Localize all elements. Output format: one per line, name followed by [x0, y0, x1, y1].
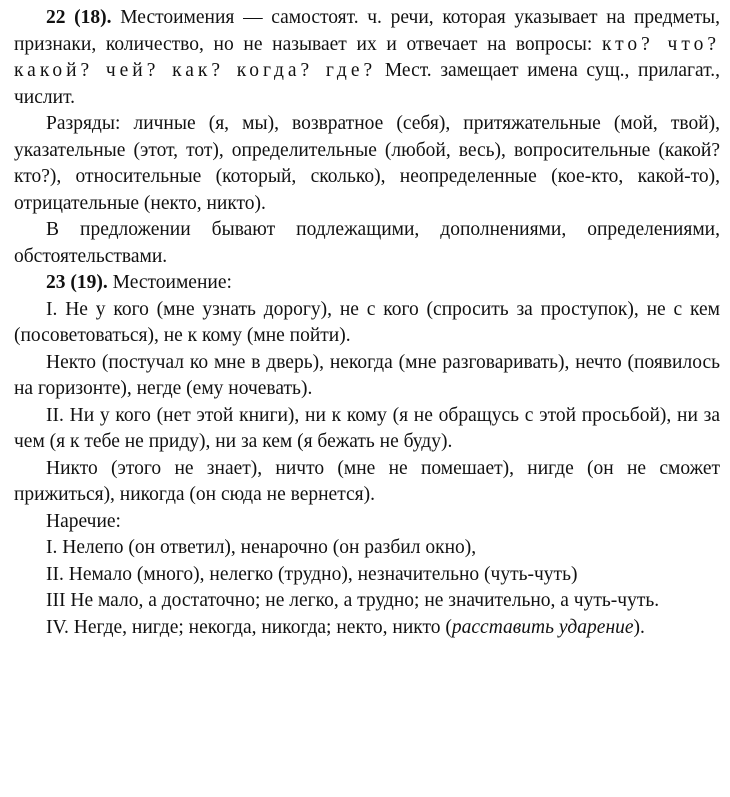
section-23-title: Местоимение:	[107, 272, 232, 293]
section-23-pronoun-group-3: II. Ни у кого (нет этой книги), ни к кому (я не обращусь с этой просьбой), ни за чем (я к тебе не приду), ни за кем (я бежать не буду).	[14, 404, 720, 452]
section-23-adverb-4-instruction: расставить ударение	[451, 616, 634, 638]
section-23-pronoun-group-2: Некто (постучал ко мне в дверь), некогда (мне разговаривать), нечто (появилось на горизонте), негде (ему ночевать).	[14, 351, 720, 399]
section-22-number: 22 (18).	[46, 7, 112, 28]
section-22-intro	[14, 5, 720, 111]
section-23-adverb-1: I. Нелепо (он ответил), ненарочно (он разбил окно),	[46, 537, 477, 558]
section-23-heading	[14, 270, 720, 297]
section-22-replacement: Мест. замещает имена сущ., прилагат., числит.	[14, 60, 720, 108]
section-23-adverb-2: II. Немало (много), нелегко (трудно), незначительно (чуть-чуть)	[46, 563, 578, 585]
section-23-adverb-4	[14, 615, 720, 642]
section-23-pronoun-group-4: Никто (этого не знает), ничто (мне не помешает), нигде (он не сможет прижиться), никогда (он сюда не вернется).	[14, 457, 720, 505]
section-23-adverb-heading: Наречие:	[46, 510, 121, 532]
section-22-definition: Местоимения — самостоят. ч. речи, которая указывает на предметы, признаки, количество, но не называет их и отвечает на вопросы:	[14, 7, 720, 55]
section-22-syntax-role: В предложении бывают подлежащими, дополнениями, определениями, обстоятельствами.	[14, 219, 720, 267]
section-22-categories: Разряды: личные (я, мы), возвратное (себя), притяжательные (мой, твой), указательные (этот, тот), определительные (любой, весь), вопросительные (какой? кто?), относительные (который, сколько), неопределенные (кое-кто, какой-то), отрицательные (некто, никто).	[14, 113, 720, 214]
section-23-adverb-3: III Не мало, а достаточно; не легко, а трудно; не значительно, а чуть-чуть.	[46, 590, 660, 611]
section-22-questions: кто? что? какой? чей? как? когда? где?	[14, 33, 720, 81]
section-23-adverb-4-end: ).	[633, 616, 645, 638]
section-23-number: 23 (19).	[46, 272, 108, 293]
section-23-pronoun-group-1: I. Не у кого (мне узнать дорогу), не с кого (спросить за проступок), не с кем (посоветоваться), не к кому (мне пойти).	[14, 298, 720, 346]
section-23-adverb-4-text: IV. Негде, нигде; некогда, никогда; некто, никто (	[46, 616, 452, 638]
